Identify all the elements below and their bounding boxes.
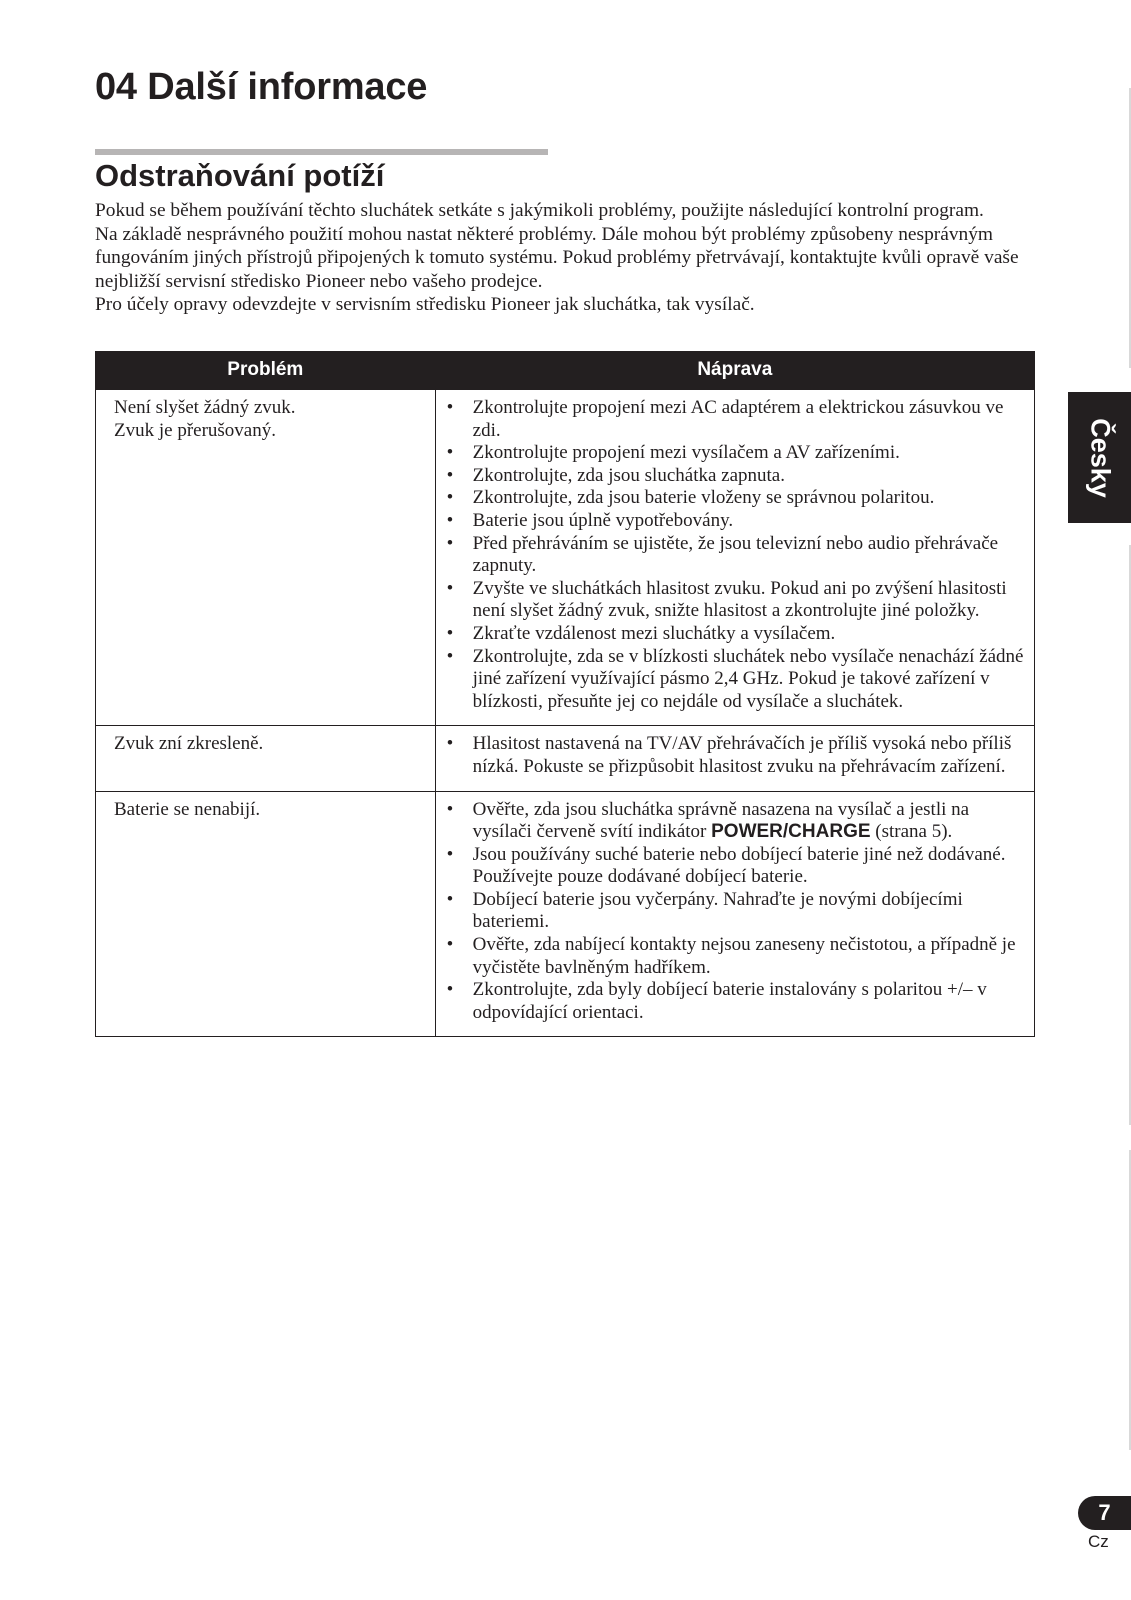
section-divider	[95, 149, 548, 155]
problem-text: Zvuk je přerušovaný.	[114, 419, 276, 441]
language-tab	[1068, 392, 1131, 523]
intro-paragraph: Na základě nesprávného použití mohou nastat některé problémy. Dále mohou být problémy způsobeny nesprávným fungováním jiných přístrojů připojených k tomuto systému. Pokud problémy přetrvávají, kontaktujte kvůli opravě vaše nejbližší servisní středisko Pioneer nebo vašeho prodejce.	[95, 223, 1019, 292]
table-row	[96, 791, 1035, 1037]
remedy-item: • Zkontrolujte propojení mezi AC adaptérem a elektrickou zásuvkou ve zdi.	[445, 397, 1026, 442]
remedy-list	[445, 733, 1026, 778]
remedy-item: • Před přehráváním se ujistěte, že jsou televizní nebo audio přehrávače zapnuty.	[445, 533, 1026, 578]
table-header-row	[96, 352, 1035, 390]
remedy-text: (strana 5).	[870, 821, 953, 843]
remedy-item: • Zkontrolujte propojení mezi vysílačem a AV zařízeními.	[445, 442, 1026, 465]
remedy-item: • Jsou používány suché baterie nebo dobíjecí baterie jiné než dodávané. Používejte pouze dodávané dobíjecí baterie.	[445, 844, 1026, 889]
problem-text: Zvuk zní zkresleně.	[114, 733, 264, 755]
remedy-item: • Ověřte, zda nabíjecí kontakty nejsou zaneseny nečistotou, a případně je vyčistěte bavlněným hadříkem.	[445, 934, 1026, 979]
remedy-item-power-charge	[445, 799, 1026, 844]
remedy-item: • Zkraťte vzdálenost mezi sluchátky a vysílačem.	[445, 623, 1026, 646]
table-row	[96, 726, 1035, 791]
remedy-text: Ověřte, zda jsou sluchátka správně nasazena na vysílač a jestli na vysílači červeně svítí indikátor	[472, 798, 970, 843]
remedy-list	[445, 799, 1026, 1025]
remedy-list	[445, 397, 1026, 713]
section-title: Odstraňování potíží	[95, 158, 385, 193]
chapter-title: 04 Další informace	[95, 66, 428, 108]
remedy-cell	[435, 791, 1034, 1037]
intro-text	[95, 199, 1045, 317]
remedy-item: • Zkontrolujte, zda jsou baterie vloženy se správnou polaritou.	[445, 487, 1026, 510]
table-row	[96, 390, 1035, 726]
remedy-cell	[435, 390, 1034, 726]
remedy-item: • Dobíjecí baterie jsou vyčerpány. Nahraďte je novými dobíjecími bateriemi.	[445, 889, 1026, 934]
problem-text: Není slyšet žádný zvuk.	[114, 397, 296, 418]
problem-text: Baterie se nenabijí.	[114, 798, 261, 820]
page-number-badge	[1078, 1496, 1131, 1530]
page-number: 7	[1098, 1500, 1111, 1525]
remedy-item: • Zkontrolujte, zda jsou sluchátka zapnuta.	[445, 465, 1026, 488]
remedy-cell	[435, 726, 1034, 791]
problem-cell	[96, 791, 436, 1037]
problem-cell	[96, 390, 436, 726]
power-charge-label: POWER/CHARGE	[711, 821, 871, 843]
remedy-item: • Zkontrolujte, zda byly dobíjecí baterie instalovány s polaritou +/– v odpovídající orientaci.	[445, 979, 1026, 1024]
remedy-item: • Hlasitost nastavená na TV/AV přehrávačích je příliš vysoká nebo příliš nízká. Pokuste se přizpůsobit hlasitost zvuku na přehrávacím zařízení.	[445, 733, 1026, 778]
intro-paragraph: Pro účely opravy odevzdejte v servisním středisku Pioneer jak sluchátka, tak vysílač.	[95, 294, 755, 316]
column-header-remedy: Náprava	[435, 352, 1034, 390]
remedy-item: • Zvyšte ve sluchátkách hlasitost zvuku. Pokud ani po zvýšení hlasitosti není slyšet žádný zvuk, snižte hlasitost a zkontrolujte jiné položky.	[445, 578, 1026, 623]
column-header-problem: Problém	[96, 352, 436, 390]
remedy-item: • Zkontrolujte, zda se v blízkosti sluchátek nebo vysílače nenachází žádné jiné zařízení využívající pásmo 2,4 GHz. Pokud je takové zařízení v blízkosti, přesuňte jej co nejdále od vysílače a sluchátek.	[445, 646, 1026, 714]
intro-paragraph: Pokud se během používání těchto sluchátek setkáte s jakýmikoli problémy, použijte následující kontrolní program.	[95, 200, 984, 221]
language-tab-label: Česky	[1085, 417, 1115, 498]
page-language-code: Cz	[1088, 1532, 1109, 1551]
problem-cell	[96, 726, 436, 791]
troubleshooting-table	[95, 351, 1035, 1037]
remedy-item: • Baterie jsou úplně vypotřebovány.	[445, 510, 1026, 533]
